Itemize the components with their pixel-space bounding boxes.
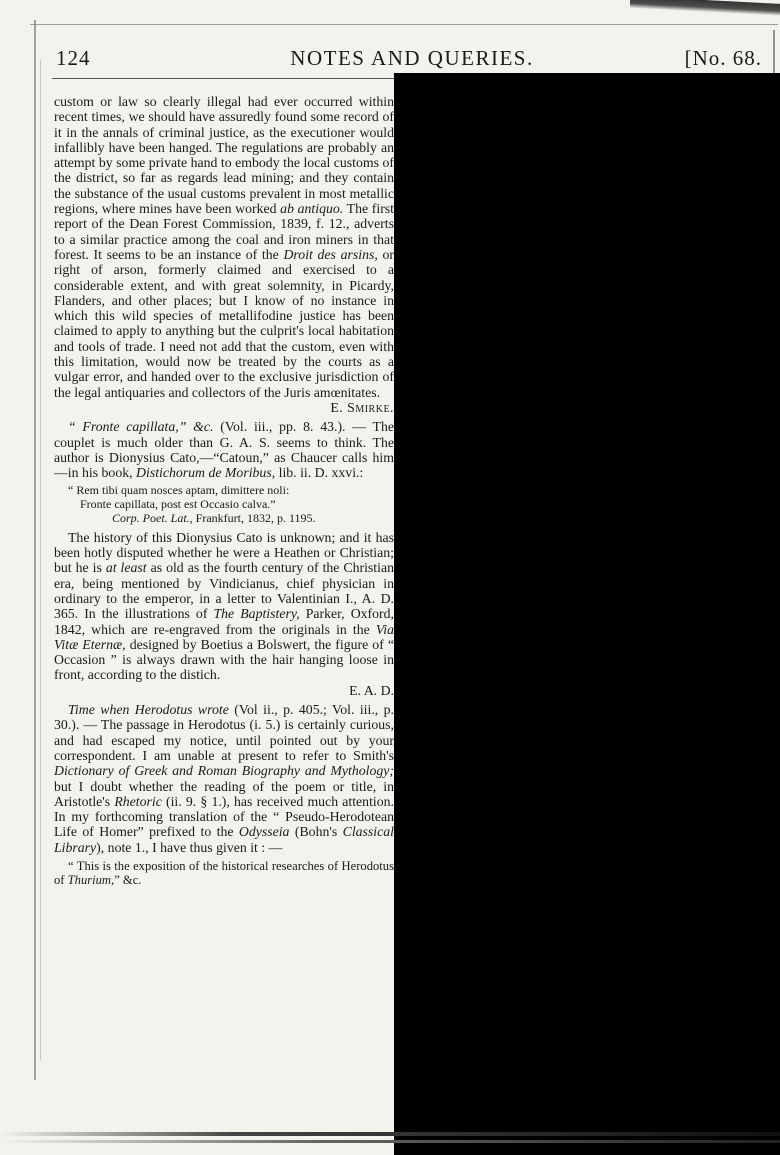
page-number: 124 [56,46,91,70]
quote-line: Fronte capillata, post est Occasio calva.” [80,497,276,512]
page-top-edge [30,24,778,25]
signature-ead: E. A. D. [349,682,394,698]
redacted-column [394,73,780,1155]
article-arson-paragraph: custom or law so clearly illegal had ever occurred within recent times, we should have assuredly found some record of it in the annals of criminal justice, as the executioner would infallibly have been hanged. The regulations are probably an attempt by some private hand to embody the local customs of the district, so far as regards lead mining; and they contain the substance of the usual customs prevalent in most metallic regions, where mines have been worked ab antiquo. The first report of the Dean Forest Commission, 1839, f. 12., adverts to a similar practice among the coal and iron miners in that forest. It seems to be an instance of the Droit des arsins, or right of arson, formerly claimed and exercised to a considerable extent, and with great solemnity, in Picardy, Flanders, and other places; but I know of no instance in which this wild species of metallifodine justice has been claimed to apply to anything but the culprit's local habitation and tools of trade. I need not add that the custom, even with this limitation, would now be treated by the courts as a vulgar error, and handed over to the exclusive jurisdiction of the legal antiquaries and collectors of the Juris amœnitates. [54,94,395,400]
text-column [54,94,394,887]
article-fronte-capillata: “ Fronte capillata,” &c. (Vol. iii., pp. 8. 43.). — The couplet is much older than G. A. S. seems to think. The author is Dionysius Cato,—“Catoun,” as Chaucer calls him—in his book, Distichorum de Moribus, lib. ii. D. xxvi.: [54,419,395,481]
issue-number: [No. 68. [684,46,762,70]
signature-smirke: E. Smirke. [330,399,394,415]
page-left-margin-line [40,60,41,1060]
running-header [56,42,768,76]
quote-line: “ Rem tibi quam nosces aptam, dimittere noli: [68,483,290,498]
journal-title: NOTES AND QUERIES. [290,46,534,70]
article-herodotus: Time when Herodotus wrote (Vol ii., p. 405.; Vol. iii., p. 30.). — The passage in Herodotus (i. 5.) is certainly curious, and had escaped my notice, until pointed out by your correspondent. I am unable at present to refer to Smith's Dictionary of Greek and Roman Biography and Mythology; but I doubt whether the reading of the poem or title, in Aristotle's Rhetoric (ii. 9. § 1.), has received much attention. In my forthcoming translation of the “ Pseudo-Herodotean Life of Homer” prefixed to the Odysseia (Bohn's Classical Library), note 1., I have thus given it : — [54,702,394,855]
page-corner-shadow [630,0,780,16]
latin-quotation [54,484,394,525]
page-left-edge [34,20,36,1080]
article-cato-history: The history of this Dionysius Cato is unknown; and it has been hotly disputed whether he were a Heathen or Christian; but he is at least as old as the fourth century of the Christian era, being mentioned by Vindicianus, chief physician in ordinary to the emperor, in a letter to Valentinian I., A. D. 365. In the illustrations of The Baptistery, Parker, Oxford, 1842, which are re-engraved from the originals in the Via Vitæ Eternæ, designed by Boetius a Bolswert, the figure of “ Occasion ” is always drawn with the hair hanging loose in front, according to the distich. [54,529,394,683]
page-bottom-edge-shadow [0,1140,780,1143]
quote-source: Corp. Poet. Lat., Frankfurt, 1832, p. 1195. [112,511,316,526]
herodotus-quotation: “ This is the exposition of the historical researches of Herodotus of Thurium,” &c. [54,859,394,888]
page-bottom-edge [0,1132,780,1136]
